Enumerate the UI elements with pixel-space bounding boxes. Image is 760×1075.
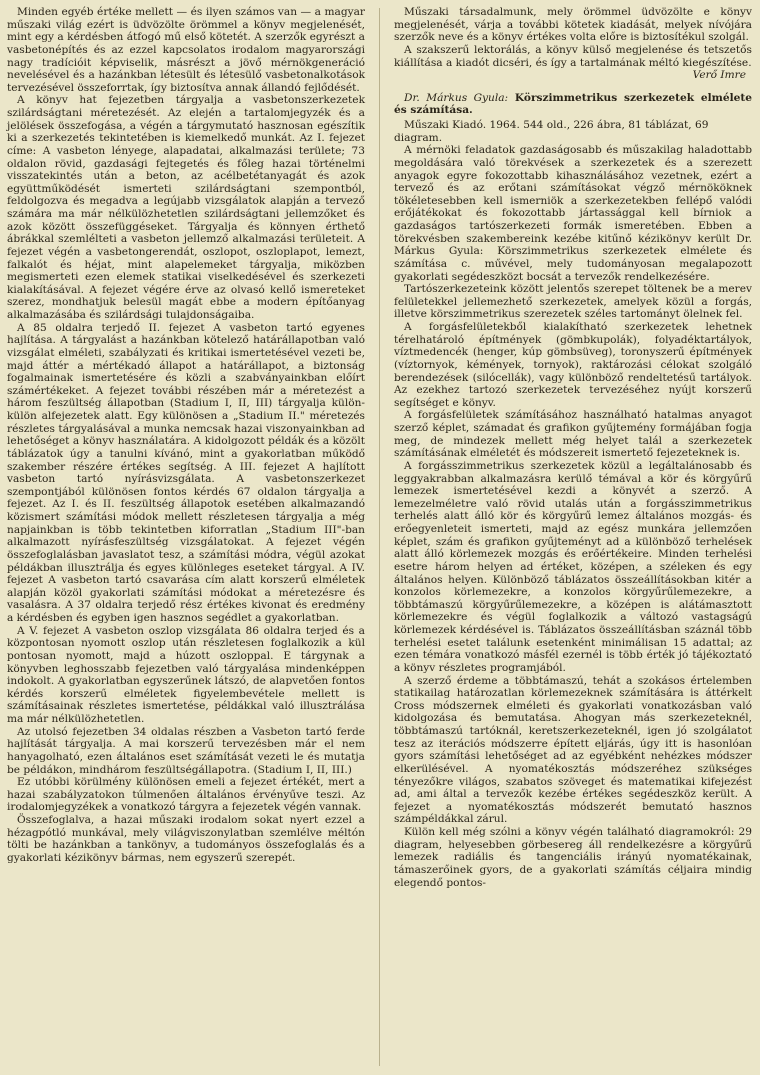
publication-details: Műszaki Kiadó. 1964. 544 old., 226 ábra, 81 táblázat, 69 diagram.	[394, 119, 709, 144]
paragraph: A mérnöki feladatok gazdaságosabb és műszakilag haladottabb megoldására való törekvések a szerkezetek és a szerezett anyagok egyre fokozottabb kihasználásához vezetnek, ezért a tervező és az erőtani számításokat végző mérnököknek tökéletesebben kell ismerniök a szerkezetekben fellépő valódi erőjátékokat és fokozottabb jártassággal kell bírniok a gazdaságos tartószerkezeti formák ismeretében. Ebben a törekvésben szakembereink kezébe kitűnő kézikönyv került Dr. Márkus Gyula: Körszimmetrikus szerkezetek elmélete és számítása c. művével, mely tudományosan megalapozott gyakorlati segédeszközt bocsát a tervezők rendelkezésére.	[394, 144, 752, 283]
paragraph: A szakszerű lektorálás, a könyv külső megjelenése és tetszetős kiállítása a kiadót dicséri, és így a tartalmának méltó kiegészítése.	[394, 43, 752, 69]
paragraph: A forgásfelületekből kialakítható szerkezetek lehetnek térelhatároló építmények (gömbkupolák), folyadéktartályok, víztmedencék (henger, kúp gömbsüveg), toronyszerű építmények (víztornyok, kémények, tornyok), raktározási célokat szolgáló berendezések (silócellák), vagy különböző rendeltetésű tartályok. Az ezekhez tartozó szerkezetek tervezéséhez nyújt korszerű segítséget e könyv.	[394, 321, 752, 409]
column-divider	[379, 8, 380, 1066]
review-title: Körszimmetrikus szerkezetek elmélete és számítása.	[394, 91, 752, 117]
paragraph: Ez utóbbi körülmény különösen emeli a fejezet értékét, mert a hazai szabályzatokon túlmenően általános érvényűve teszi. Az irodalomjegyzékek a vonatkozó tárgyra a fejezetek végén vannak.	[7, 776, 365, 814]
paragraph: A szerző érdeme a többtámaszú, tehát a szokásos értelemben statikailag határozatlan körlemezeknek számítására is áttérkelt Cross módszernek elméleti és gyakorlati vonatkozásban való kidolgozása és bemutatása. Ahogyan más szerkezeteknél, többtámaszú tartóknál, keretszerkezeteknél, igen jó szolgálatot tesz az iterációs módszerre épített eljárás, úgy itt is hasonlóan gyors számítási lehetőséget ad az egyébként nehézkes módszer elkerülésével. A nyomatékosztás módszeréhez szükséges tényezőkre világos, szabatos szöveget és matematikai kifejezést ad, ami által a tervezők kezébe értékes segédeszköz került. A fejezet a nyomatékosztás módszerét bemutató hasznos számpéldákkal zárul.	[394, 674, 752, 826]
right-column	[394, 6, 752, 889]
paragraph: Tartószerkezeteink között jelentős szerepet töltenek be a merev felületekkel jellemezhető szerkezetek, amelyek közül a forgás, illetve körszimmetrikus szerezetek széles tartományt ölelnek fel.	[394, 283, 752, 321]
paragraph: A forgásfelületek számításához használható hatalmas anyagot szerző képlet, számadat és grafikon gyűjtemény formájában fogja meg, de mindezek mellett még helyet talál a szerkezetek számításának elméletét és módszereit ismertető fejezeteknek is.	[394, 409, 752, 460]
paragraph: A V. fejezet A vasbeton oszlop vizsgálata 86 oldalra terjed és a központosan nyomott oszlop után részletesen foglalkozik a kül pontosan nyomott, majd a húzott oszloppal. E tárgynak a könyvben leghosszabb fejezetben való tárgyalása mindenképpen indokolt. A gyakorlatban egyszerűnek látszó, de alapvetően fontos kérdés korszerű elméletek figyelembevétele mellett is számításainak részletes ismertetése, példákkal való illusztrálása ma már nélkülözhetetlen.	[7, 624, 365, 725]
paragraph: Műszaki társadalmunk, mely örömmel üdvözölte e könyv megjelenését, várja a további kötetek kiadását, melyek nívójára szerzők neve és a könyv értékes volta előre is biztosítékul szolgál.	[394, 6, 752, 44]
paragraph: Minden egyéb értéke mellett — és ilyen számos van — a magyar műszaki világ ezért is üdvözölte örömmel a könyv megjelenését, mint egy a kérdésben átfogó mű első kötetét. A szerzők egyrészt a vasbetonépítés és az ezzel kapcsolatos irodalom magyarországi nagy tradícióit képviselik, másrészt a jövő mérnökgeneráció nevelésével és a hazánkban létesült és létesülő vasbetonalkotások tervezésével összeforrtak, így biztosítva annak állandó fejlődését.	[7, 6, 365, 94]
review-heading	[394, 92, 752, 117]
paragraph: Az utolsó fejezetben 34 oldalas részben a Vasbeton tartó ferde hajlítását tárgyalja. A mai korszerű tervezésben már el nem hanyagolható, ezen általános eset számítását vezeti le és mutatja be példákon, mindhárom feszültségállapotra. (Stadium I, II, III.)	[7, 725, 365, 776]
paragraph: A könyv hat fejezetben tárgyalja a vasbetonszerkezetek szilárdságtani méretezését. Az elején a tartalomjegyzék és a jelölések összefogása, a végén a tárgymutató hasznosan egészítik ki a szerkezetés tekintetében is kiemelkedő munkát. Az I. fejezet címe: A vasbeton lényege, alapadatai, alkalmazási területe; 73 oldalon rövid, gazdasági fejtegetés és főleg hazai történelmi visszatekintés után a beton, az acélbetétanyagát és azok együttműködését ismerteti szilárdságtani szempontból, feldolgozva és megadva a legújabb vizsgálatok alapján a tervező számára ma már nélkülözhetetlen szilárdságtani jellemzőket és azok között összefüggéseket. Tárgyalja és könnyen érthető ábrákkal szemlélteti a vasbeton jellemző alkalmazási területeit. A fejezet végén a vasbetongerendát, oszlopot, oszloplapot, lemezt, falkalót és héjat, mint alapelemeket tárgyalja, miközben megismerteti ezen elemek statikai viselkedésével és szerkezeti kialakításával. A fejezet végére érve az olvasó kellő ismereteket szerez, mondhatjuk belesül magát ebbe a modern építőanyag alkalmazásába és szilárdsági tulajdonságaiba.	[7, 94, 365, 321]
paragraph: A forgásszimmetrikus szerkezetek közül a legáltalánosabb és leggyakrabban alkalmazásra kerülő témával a kör és körgyűrű lemezek ismertetésével kezdi a könyvét a szerző. A lemezelméletre való rövid utalás után a forgásszimmetrikus terhelés alatt álló kör és körgyűrű lemez általános mozgás- és erőegyenleteit ismerteti, majd az egész munkára jellemzően képlet, szám és grafikon gyűjteményt ad a különböző terhelések alatt álló körlemezek mozgás és erőértékeire. Minden terhelési esetre három helyen ad értéket, középen, a széleken és egy általános helyen. Különböző táblázatos összeállításokban kitér a konzolos körlemezekre, a konzolos körgyűrűlemezekre, a többtámaszú körgyűrűlemezekre, a középen is alátámasztott körlemezekre és végül foglalkozik a változó vastagságú körlemezek kérdésével is. Táblázatos összeállításban száznál több terhelési esetet találunk esetenként minimálisan 15 adattal; az ezen témára vonatkozó másfél ezernél is több érték jó tájékoztató a könyv részletes programjából.	[394, 459, 752, 674]
reviewer-signature: Verő Imre	[692, 69, 746, 82]
paragraph: Külön kell még szólni a könyv végén található diagramokról: 29 diagram, helyesebben görbesereg áll rendelkezésre a körgyűrű lemezek radiális és tangenciális irányú nyomatékainak, támaszerőinek gyors, de a gyakorlati számítás céljaira mindig elegendő pontos-	[394, 826, 752, 889]
left-column	[7, 6, 365, 865]
paragraph: Összefoglalva, a hazai műszaki irodalom sokat nyert ezzel a hézagpótló munkával, mely világviszonylatban szemlélve méltón tölti be hazánkban a tankönyv, a tudományos összefoglalás és a gyakorlati kézikönyv bármas, nem egyszerű szerepét.	[7, 814, 365, 864]
paragraph: A 85 oldalra terjedő II. fejezet A vasbeton tartó egyenes hajlítása. A tárgyalást a hazánkban kötelező határállapotban való vizsgálat elméleti, szabályzati és kritikai ismertetésével vezeti be, majd áttér a mértékadó állapot a határállapot, a biztonság fogalmainak ismertetésére és közli a szabványainkban előírt számértékeket. A fejezet további részében már a méretezést a három feszültség állapotban (Stadium I, II, III) tárgyalja külön-külön alfejezetek alatt. Egy különösen a „Stadium II." méretezés részletes tárgyalásával a munka nemcsak hazai viszonyainkban ad lehetőséget a könyv használatára. A kidolgozott példák és a közölt táblázatok úgy a tanulni kívánó, mint a gyakorlatban működő szakember részére értékes segítség. A III. fejezet A hajlított vasbeton tartó nyírásvizsgálata. A vasbetonszerkezet szempontjából különösen fontos kérdés 67 oldalon tárgyalja a fejezet. Az I. és II. feszültség állapotok esetében alkalmazandó közismert számítási módok mellett részletesen tárgyalja a még napjainkban is több tekintetben kiforratlan „Stadium III"-ban alkalmazott nyírásfeszültség vizsgálatokat. A fejezet végén összefoglalásban javaslatot tesz, a számítási módra, végül azokat példákban illusztrálja és egyes különleges eseteket tárgyal. A IV. fejezet A vasbeton tartó csavarása cím alatt korszerű elméletek alapján közöl gyakorlati számítási módokat a méretezésre és vasalásra. A 37 oldalra terjedő rész értékes kivonat és eredmény a kérdésben és egyben igen hasznos segédlet a gyakorlatban.	[7, 321, 365, 624]
review-author: Dr. Márkus Gyula:	[404, 91, 509, 104]
